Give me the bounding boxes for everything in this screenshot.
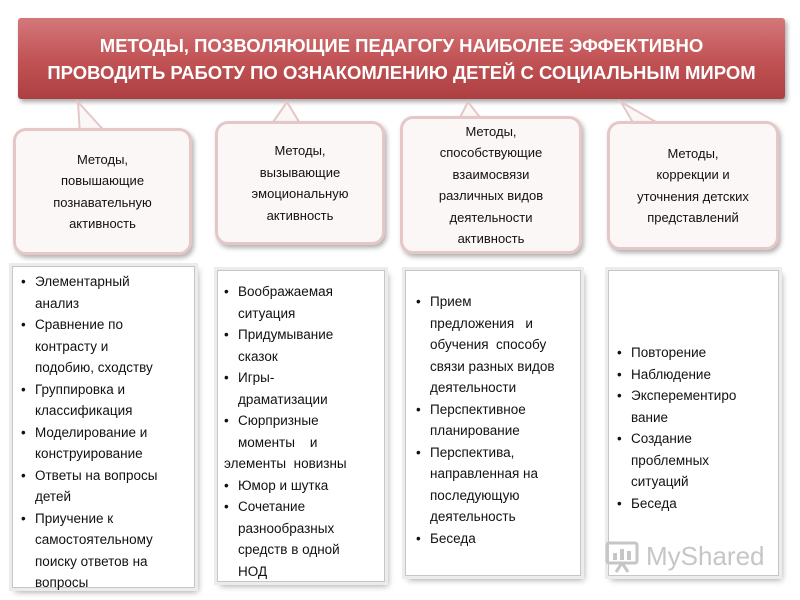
list-item: • Юмор и шутка (224, 475, 378, 497)
heading-text: Методы, повышающие познавательную активность (53, 151, 152, 231)
list-item: • Приучение к самостоятельному поиску ответов на вопросы (21, 508, 188, 594)
heading-text: Методы, коррекции и уточнения детских представлений (637, 145, 749, 225)
method-heading-correction (607, 121, 779, 250)
list-item: • Группировка и классификация (21, 379, 188, 422)
list-item: • Беседа (416, 528, 576, 550)
list-item: • Наблюдение (617, 364, 774, 386)
list-item: • Воображаемая ситуация (224, 281, 378, 324)
method-heading-emotional (215, 121, 385, 245)
list-item: • Ответы на вопросы детей (21, 465, 188, 508)
list-item: • Сюрпризные моменты и элементы новизны (224, 410, 378, 475)
list-item: • Перспективное планирование (416, 399, 576, 442)
list-item: • Беседа (617, 493, 774, 515)
watermark-text: MyShared (646, 540, 765, 571)
method-list-interconnection (405, 270, 581, 576)
method-list-cognitive (12, 266, 195, 588)
list-item: • Создание проблемных ситуаций (617, 428, 774, 493)
list-item: • Сочетание разнообразных средств в одной НОД (224, 496, 378, 582)
list-item: • Придумывание сказок (224, 324, 378, 367)
heading-text: Методы, вызывающие эмоциональную активность (251, 143, 349, 223)
list-item: • Эксперементиро вание (617, 385, 774, 428)
myshared-watermark (604, 534, 774, 578)
title-line-2: ПРОВОДИТЬ РАБОТУ ПО ОЗНАКОМЛЕНИЮ ДЕТЕЙ С СОЦИАЛЬНЫМ МИРОМ (47, 61, 756, 83)
presentation-board-icon (604, 538, 640, 574)
method-list-emotional (217, 270, 385, 582)
list-item: • Сравнение по контрасту и подобию, сходству (21, 314, 188, 379)
method-heading-cognitive (13, 128, 192, 255)
method-list-correction (608, 270, 779, 576)
list-item: • Повторение (617, 342, 774, 364)
list-item: • Моделирование и конструирование (21, 422, 188, 465)
list-item: • Прием предложения и обучения способу связи разных видов деятельности (416, 291, 576, 399)
method-heading-interconnection (400, 116, 582, 254)
list-item: • Элементарный анализ (21, 271, 188, 314)
list-item: • Перспектива, направленная на последующую деятельность (416, 442, 576, 528)
list-item: • Игры- драматизации (224, 367, 378, 410)
title-line-1: МЕТОДЫ, ПОЗВОЛЯЮЩИЕ ПЕДАГОГУ НАИБОЛЕЕ ЭФФЕКТИВНО (99, 34, 704, 56)
heading-text: Методы, способствующие взаимосвязи различных видов деятельности активность (438, 123, 544, 246)
title-banner (18, 18, 785, 99)
